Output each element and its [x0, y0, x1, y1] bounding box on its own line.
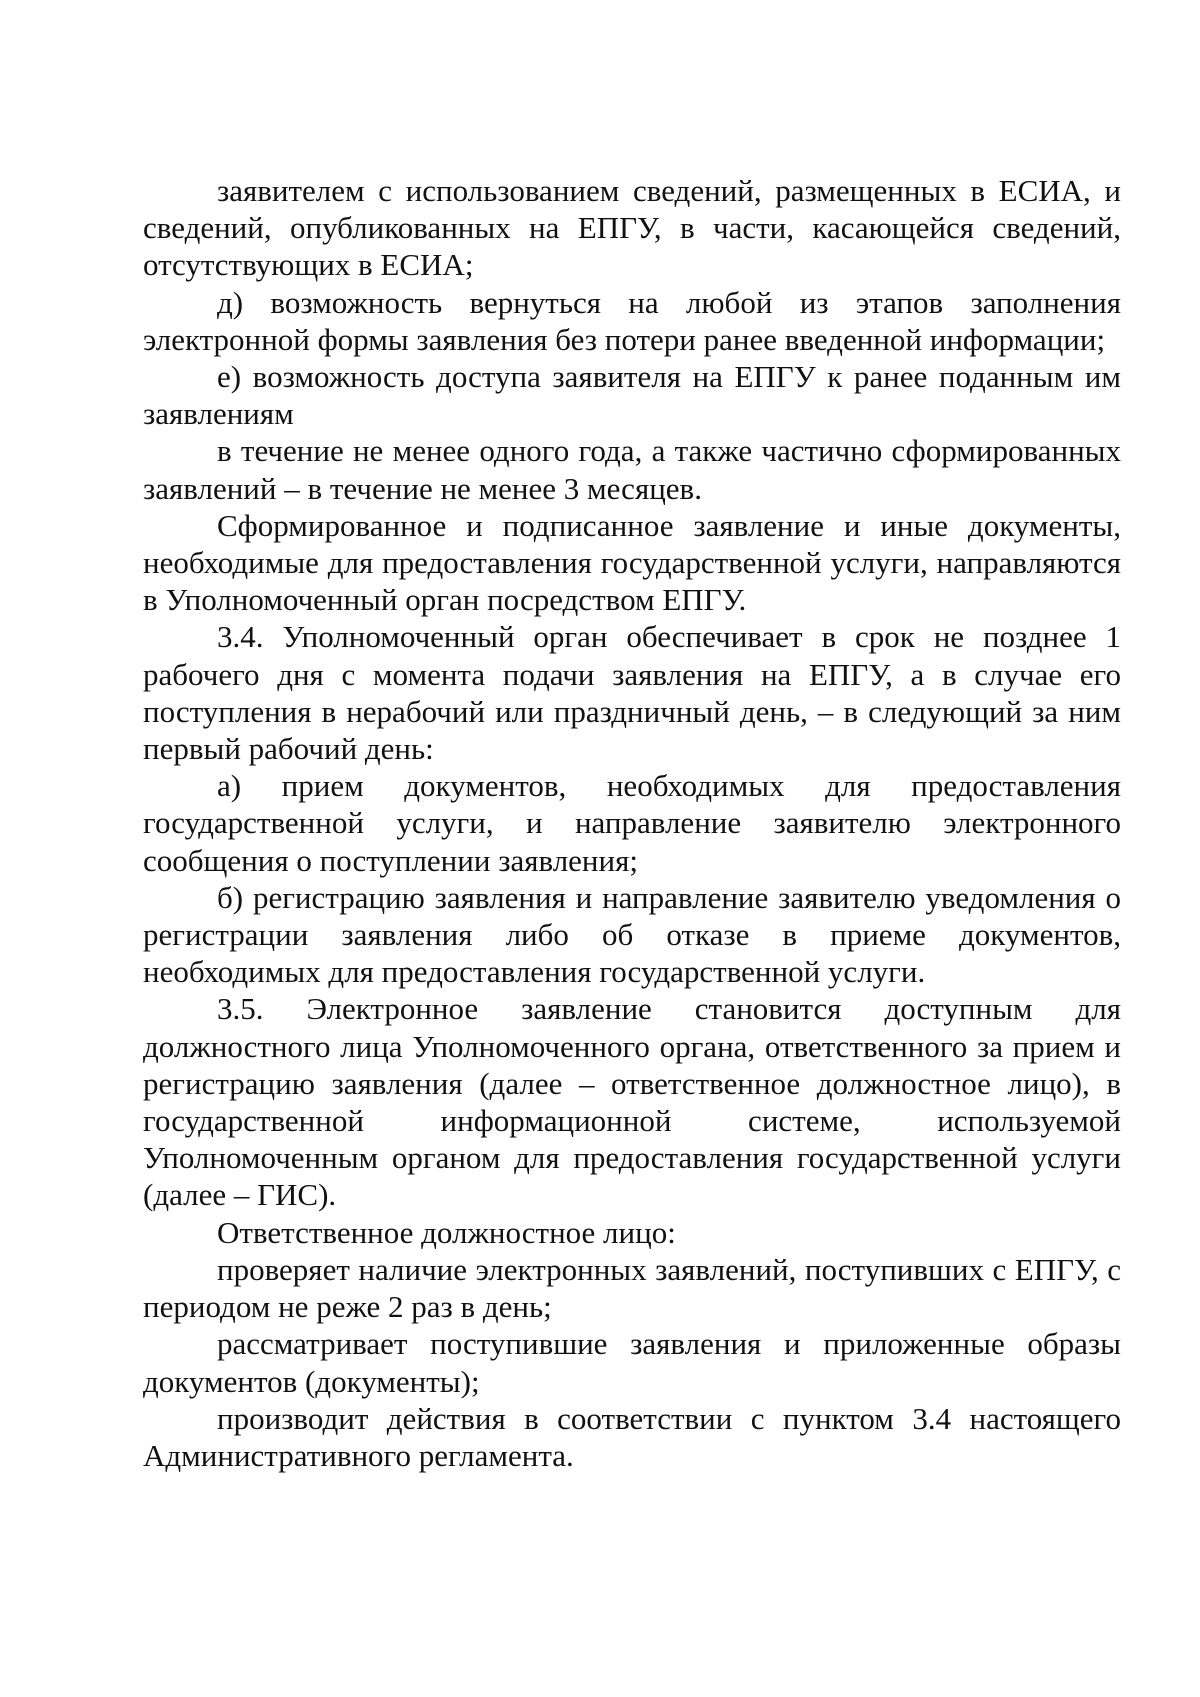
paragraph-item-e-continued: в течение не менее одного года, а также частично сформированных заявлений – в течение не менее 3 месяцев. [143, 433, 1121, 506]
paragraph-esia-info: заявителем с использованием сведений, размещенных в ЕСИА, и сведений, опубликованных на ЕПГУ, в части, касающейся сведений, отсутствующих в ЕСИА; [143, 173, 1121, 283]
paragraph-item-b: б) регистрацию заявления и направление заявителю уведомления о регистрации заявления либо об отказе в приеме документов, необходимых для предоставления государственной услуги. [143, 879, 1121, 990]
paragraph-item-d: д) возможность вернуться на любой из этапов заполнения электронной формы заявления без потери ранее введенной информации; [143, 284, 1121, 357]
paragraph-submitted-application: Сформированное и подписанное заявление и иные документы, необходимые для предоставления государственной услуги, направляются в Уполномоченный орган посредством ЕПГУ. [143, 507, 1121, 618]
document-body [143, 172, 1121, 1474]
paragraph-reviews-applications: рассматривает поступившие заявления и приложенные образы документов (документы); [143, 1326, 1121, 1399]
paragraph-responsible-official: Ответственное должностное лицо: [217, 1214, 676, 1250]
paragraph-section-3-4: 3.4. Уполномоченный орган обеспечивает в срок не позднее 1 рабочего дня с момента подачи заявления на ЕПГУ, а в случае его поступления в нерабочий или праздничный день, – в следующий за ним первый рабочий день: [143, 619, 1121, 767]
paragraph-performs-actions: производит действия в соответствии с пунктом 3.4 настоящего Административного регламента. [143, 1400, 1121, 1473]
paragraph-section-3-5: 3.5. Электронное заявление становится доступным для должностного лица Уполномоченного органа, ответственного за прием и регистрацию заявления (далее – ответственное должностное лицо), в государственной информационной системе, используемой Уполномоченным органом для предоставления государственной услуги (далее – ГИС). [143, 991, 1121, 1213]
paragraph-checks-applications: проверяет наличие электронных заявлений, поступивших с ЕПГУ, с периодом не реже 2 раз в день; [143, 1251, 1121, 1325]
paragraph-item-e: е) возможность доступа заявителя на ЕПГУ к ранее поданным им заявлениям [143, 359, 1121, 432]
paragraph-item-a: а) прием документов, необходимых для предоставления государственной услуги, и направление заявителю электронного сообщения о поступлении заявления; [143, 768, 1121, 878]
